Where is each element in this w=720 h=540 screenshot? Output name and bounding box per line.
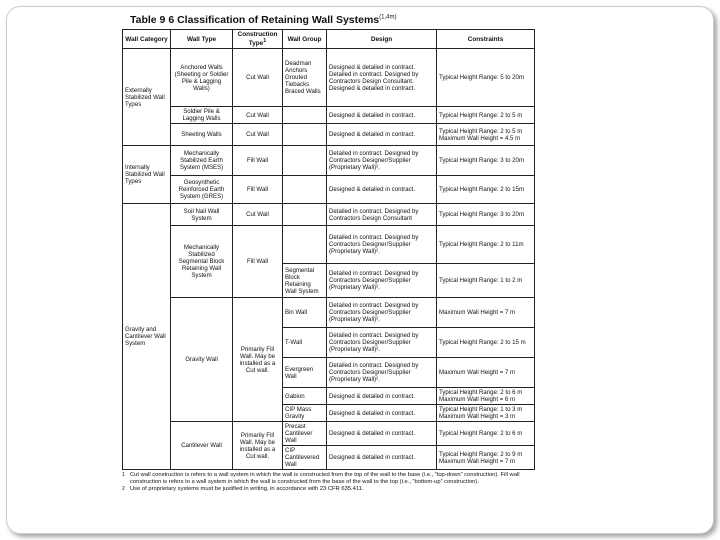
constraints-cell: Typical Height Range: 2 to 5 m <box>437 107 535 124</box>
constraints-cell: Typical Height Range: 2 to 9 m Maximum Wall Height = 7 m <box>437 446 535 470</box>
type-cell: Soil Nail Wall System <box>171 204 233 226</box>
footnote: 2 Use of proprietary systems must be justified in writing, in accordance with 23 CFR 635.411. <box>122 486 364 493</box>
group-cell: Precast Cantilever Wall <box>283 422 327 446</box>
design-cell: Detailed in contract. Designed by Contractors Designer/Supplier (Proprietary Wall)². <box>327 328 437 358</box>
footnote: 1 Cut wall construction is refers to a wall system in which the wall is constructed from the top of the wall to the base (i.e., “top-down” construction). Fill wall construction is refers to a wall system in which the wall is constructed from the base of the wall to the top (i.e., “bottom-up” construction). <box>122 472 520 486</box>
header-group: Wall Group <box>283 30 327 49</box>
group-cell: CIP Mass Gravity <box>283 405 327 422</box>
group-cell: Bin Wall <box>283 298 327 328</box>
header-design: Design <box>327 30 437 49</box>
type-cell: Soldier Pile & Lagging Walls <box>171 107 233 124</box>
table-title: Table 9 6 Classification of Retaining Wall Systems$^{(1,4m)}$ <box>130 14 397 26</box>
constraints-cell: Typical Height Range: 3 to 20m <box>437 204 535 226</box>
type-cell: Mechanically Stabilized Earth System (MSES) <box>171 146 233 176</box>
construction-cell: Fill Wall <box>233 176 283 204</box>
design-cell: Designed & detailed in contract. <box>327 388 437 405</box>
type-cell: Sheeting Walls <box>171 124 233 146</box>
constraints-cell: Typical Height Range: 2 to 6 m Maximum Wall Height = 6 m <box>437 388 535 405</box>
constraints-cell: Typical Height Range: 3 to 20m <box>437 146 535 176</box>
construction-cell: Fill Wall <box>233 226 283 298</box>
header-constraints: Constraints <box>437 30 535 49</box>
constraints-cell: Typical Height Range: 2 to 15m <box>437 176 535 204</box>
type-cell: Anchored Walls (Sheeting or Soldier Pile & Lagging Walls) <box>171 49 233 107</box>
document-page <box>118 14 558 493</box>
header-type: Wall Type <box>171 30 233 49</box>
design-cell: Designed & detailed in contract. <box>327 405 437 422</box>
header-row <box>123 30 535 49</box>
design-cell: Detailed in contract. Designed by Contractors Designer/Supplier (Proprietary Wall)². <box>327 358 437 388</box>
group-cell: CIP Cantilevered Wall <box>283 446 327 470</box>
construction-cell: Primarily Fill Wall. May be installed as a Cut wall. <box>233 298 283 422</box>
table-row <box>123 204 535 226</box>
footnotes <box>122 472 538 493</box>
design-cell: Detailed in contract. Designed by Contractors Designer/Supplier (Proprietary Wall)². <box>327 226 437 264</box>
design-cell: Detailed in contract. Designed by Contractors Design Consultant <box>327 204 437 226</box>
group-cell <box>283 146 327 176</box>
design-cell: Designed & detailed in contract. Detailed in contract. Designed by Contractors Design Consultant. Designed & detailed in contract. <box>327 49 437 107</box>
construction-cell: Primarily Fill Wall. May be installed as a Cut wall. <box>233 422 283 470</box>
table-row <box>123 49 535 107</box>
type-cell: Geosynthetic Reinforced Earth System (GRES) <box>171 176 233 204</box>
header-category: Wall Category <box>123 30 171 49</box>
constraints-cell: Typical Height Range: 1 to 3 m Maximum Wall Height = 3 m <box>437 405 535 422</box>
group-cell: Deadman Anchors Grouted Tiebacks Braced Walls <box>283 49 327 107</box>
design-cell: Designed & detailed in contract. <box>327 124 437 146</box>
retaining-wall-table <box>122 29 535 470</box>
table-row <box>123 146 535 176</box>
table-row <box>123 422 535 446</box>
construction-cell: Fill Wall <box>233 146 283 176</box>
group-cell <box>283 226 327 264</box>
category-cell: Internally Stabilized Wall Types <box>123 146 171 204</box>
construction-cell: Cut Wall <box>233 107 283 124</box>
design-cell: Designed & detailed in contract. <box>327 446 437 470</box>
design-cell: Designed & detailed in contract. <box>327 176 437 204</box>
group-cell: Segmental Block Retaining Wall System <box>283 264 327 298</box>
group-cell <box>283 204 327 226</box>
type-cell: Mechanically Stabilized Segmental Block Retaining Wall System <box>171 226 233 298</box>
design-cell: Designed & detailed in contract. <box>327 107 437 124</box>
table-row <box>123 176 535 204</box>
design-cell: Detailed in contract. Designed by Contractors Designer/Supplier (Proprietary Wall)². <box>327 264 437 298</box>
constraints-cell: Typical Height Range: 1 to 2 m <box>437 264 535 298</box>
design-cell: Designed & detailed in contract. <box>327 422 437 446</box>
table-row <box>123 107 535 124</box>
category-cell: Gravity and Cantilever Wall System <box>123 204 171 470</box>
construction-cell: Cut Wall <box>233 49 283 107</box>
constraints-cell: Maximum Wall Height = 7 m <box>437 358 535 388</box>
constraints-cell: Typical Height Range: 2 to 15 m <box>437 328 535 358</box>
type-cell: Cantilever Wall <box>171 422 233 470</box>
group-cell <box>283 176 327 204</box>
table-row <box>123 124 535 146</box>
design-cell: Detailed in contract. Designed by Contractors Designer/Supplier (Proprietary Wall)². <box>327 146 437 176</box>
group-cell: Gabion <box>283 388 327 405</box>
construction-cell: Cut Wall <box>233 124 283 146</box>
constraints-cell: Typical Height Range: 2 to 11m <box>437 226 535 264</box>
type-cell: Gravity Wall <box>171 298 233 422</box>
constraints-cell: Maximum Wall Height = 7 m <box>437 298 535 328</box>
constraints-cell: Typical Height Range: 2 to 5 m Maximum Wall Height = 4.5 m <box>437 124 535 146</box>
category-cell: Externally Stabilized Wall Types <box>123 49 171 146</box>
group-cell <box>283 124 327 146</box>
group-cell: Evergreen Wall <box>283 358 327 388</box>
table-row <box>123 298 535 328</box>
group-cell <box>283 107 327 124</box>
constraints-cell: Typical Height Range: 5 to 20m <box>437 49 535 107</box>
constraints-cell: Typical Height Range: 2 to 6 m <box>437 422 535 446</box>
design-cell: Detailed in contract. Designed by Contractors Designer/Supplier (Proprietary Wall)². <box>327 298 437 328</box>
table-row <box>123 226 535 264</box>
construction-cell: Cut Wall <box>233 204 283 226</box>
header-construction: Construction Type$^1$ <box>233 30 283 49</box>
group-cell: T-Wall <box>283 328 327 358</box>
